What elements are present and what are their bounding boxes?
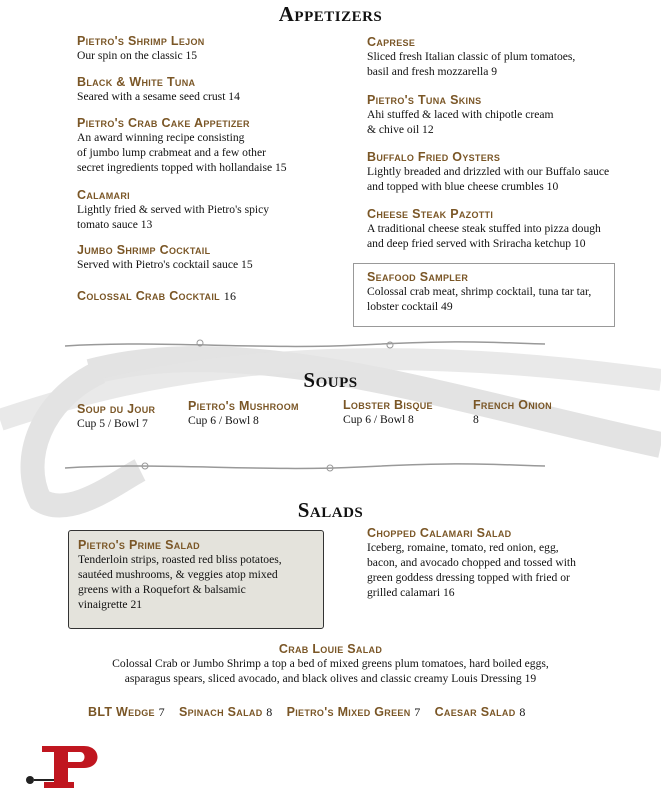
item-desc: An award winning recipe consisting	[77, 131, 245, 144]
item-name: Calamari	[77, 188, 130, 202]
item-desc: asparagus spears, sliced avocado, and black olives and classic creamy Louis Dressing 19	[124, 672, 537, 685]
menu-item	[343, 398, 433, 427]
item-name: Soup du Jour	[77, 402, 156, 416]
item-name: Spinach Salad	[178, 705, 263, 719]
menu-item-featured	[78, 538, 282, 612]
item-desc: Sliced fresh Italian classic of plum tomatoes,	[367, 50, 576, 63]
item-desc: lobster cocktail 49	[367, 300, 453, 313]
item-name: Buffalo Fried Oysters	[367, 150, 501, 164]
item-name: Pietro's Tuna Skins	[367, 93, 482, 107]
logo	[24, 742, 104, 792]
item-desc: Our spin on the classic 15	[77, 49, 198, 62]
item-price: Cup 6 / Bowl 8	[343, 413, 414, 426]
item-price: Cup 5 / Bowl 7	[77, 417, 148, 430]
item-desc: basil and fresh mozzarella 9	[367, 65, 498, 78]
item-price: 8	[473, 413, 479, 426]
item-desc: and deep fried served with Sriracha ketchup 10	[367, 237, 586, 250]
small-salads-row	[88, 705, 526, 720]
item-name: Pietro's Crab Cake Appetizer	[77, 116, 250, 130]
item-name: BLT Wedge	[88, 705, 155, 719]
item-name: Chopped Calamari Salad	[367, 526, 512, 540]
item-desc: Tenderloin strips, roasted red bliss potatoes,	[78, 553, 282, 566]
item-name: Colossal Crab Cocktail	[77, 289, 220, 303]
item-desc: of jumbo lump crabmeat and a few other	[77, 146, 266, 159]
menu-item	[367, 150, 609, 194]
menu-item	[77, 243, 253, 272]
item-name: Crab Louie Salad	[278, 642, 383, 656]
menu-item	[188, 399, 299, 428]
item-name: Seafood Sampler	[367, 270, 469, 284]
item-desc: Served with Pietro's cocktail sauce 15	[77, 258, 253, 271]
item-desc: Colossal Crab or Jumbo Shrimp a top a bed of mixed greens plum tomatoes, hard boiled eggs,	[112, 657, 549, 670]
item-name: Caprese	[367, 35, 416, 49]
item-desc: A traditional cheese steak stuffed into pizza dough	[367, 222, 601, 235]
item-desc: grilled calamari 16	[367, 586, 455, 599]
menu-item	[367, 35, 575, 79]
item-name: French Onion	[473, 398, 552, 412]
menu-item	[367, 93, 554, 137]
menu-item	[77, 34, 205, 63]
soups-heading: Soups	[303, 368, 358, 392]
item-desc: sautéed mushrooms, & veggies atop mixed	[78, 568, 278, 581]
item-name: Jumbo Shrimp Cocktail	[77, 243, 211, 257]
item-desc: Lightly breaded and drizzled with our Buffalo sauce	[367, 165, 610, 178]
menu-item	[77, 75, 240, 104]
salads-heading: Salads	[297, 498, 364, 522]
vine-divider	[60, 336, 550, 356]
item-desc: Ahi stuffed & laced with chipotle cream	[367, 108, 554, 121]
item-desc: vinaigrette 21	[78, 598, 143, 611]
logo-icon	[24, 742, 104, 792]
item-price: 8	[266, 705, 273, 719]
item-name: Cheese Steak Pazotti	[367, 207, 494, 221]
item-desc: Seared with a sesame seed crust 14	[77, 90, 240, 103]
item-desc: tomato sauce 13	[77, 218, 153, 231]
item-name: Pietro's Prime Salad	[78, 538, 200, 552]
menu-item	[367, 207, 601, 251]
item-name: Pietro's Shrimp Lejon	[77, 34, 205, 48]
item-price: 8	[519, 705, 526, 719]
item-price: 7	[158, 705, 165, 719]
item-price: 16	[223, 289, 237, 303]
item-price: 7	[414, 705, 421, 719]
item-desc: Iceberg, romaine, tomato, red onion, egg,	[367, 541, 559, 554]
menu-item	[473, 398, 552, 427]
menu-item-featured	[367, 270, 591, 314]
menu-item	[77, 116, 287, 175]
item-desc: Lightly fried & served with Pietro's spicy	[77, 203, 270, 216]
menu-item	[367, 526, 576, 600]
appetizers-heading: Appetizers	[278, 2, 383, 26]
menu-item	[0, 642, 661, 686]
item-name: Pietro's Mushroom	[188, 399, 299, 413]
vine-divider	[60, 458, 550, 478]
item-desc: and topped with blue cheese crumbles 10	[367, 180, 559, 193]
menu-item	[77, 188, 269, 232]
item-desc: Colossal crab meat, shrimp cocktail, tuna tar tar,	[367, 285, 592, 298]
item-desc: secret ingredients topped with hollandaise 15	[77, 161, 287, 174]
item-desc: green goddess dressing topped with fried or	[367, 571, 570, 584]
menu-item	[77, 289, 236, 304]
menu-item	[77, 402, 155, 431]
item-desc: bacon, and avocado chopped and tossed with	[367, 556, 576, 569]
item-name: Pietro's Mixed Green	[286, 705, 411, 719]
item-name: Lobster Bisque	[343, 398, 433, 412]
item-price: Cup 6 / Bowl 8	[188, 414, 259, 427]
item-name: Black & White Tuna	[77, 75, 196, 89]
item-desc: greens with a Roquefort & balsamic	[78, 583, 246, 596]
item-desc: & chive oil 12	[367, 123, 434, 136]
item-name: Caesar Salad	[434, 705, 516, 719]
